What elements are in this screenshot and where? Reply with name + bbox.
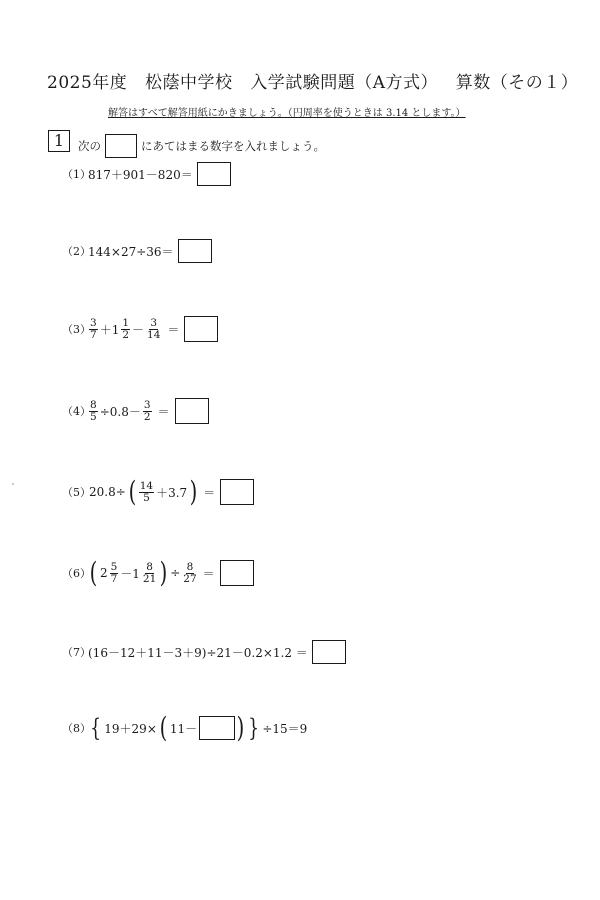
problem-1 xyxy=(62,162,231,186)
problem-8 xyxy=(62,711,308,744)
operator: ÷0.8－ xyxy=(99,404,141,419)
problem-label: （6） xyxy=(62,567,91,580)
title-subject: 算数（その１） xyxy=(455,73,579,93)
answer-box[interactable] xyxy=(178,239,212,263)
problem-expression xyxy=(88,556,216,589)
equals-sign: ＝ xyxy=(203,485,216,500)
answer-box[interactable] xyxy=(220,560,254,586)
problem-label: （7） xyxy=(62,646,91,659)
operator: ＋3.7 xyxy=(156,485,188,500)
problem-expression xyxy=(88,318,180,341)
operator: 11－ xyxy=(169,721,198,736)
problem-3 xyxy=(62,316,218,342)
operator: －1 xyxy=(120,566,140,581)
answer-box[interactable] xyxy=(220,479,254,505)
problem-5 xyxy=(62,475,254,508)
right-paren: ) xyxy=(159,556,168,589)
answer-box[interactable] xyxy=(312,640,346,664)
question-instruction xyxy=(78,134,325,158)
problem-4 xyxy=(62,398,209,424)
right-paren: ) xyxy=(236,711,245,744)
problem-label: （4） xyxy=(62,405,91,418)
operator: ÷ xyxy=(170,566,181,580)
equals-sign: ＝ xyxy=(167,322,180,337)
problem-label: （1） xyxy=(62,168,91,181)
fraction: $\frac{5}{7}$ xyxy=(110,560,118,585)
right-paren: ) xyxy=(189,475,198,508)
fraction: $\frac{8}{27}$ xyxy=(183,560,197,585)
problem-6 xyxy=(62,556,254,589)
answer-box[interactable] xyxy=(199,716,235,740)
title-year: 2025年度 xyxy=(47,73,128,93)
left-paren: ( xyxy=(89,556,98,589)
answer-box[interactable] xyxy=(184,316,218,342)
fraction: $\frac{8}{5}$ xyxy=(90,398,97,423)
left-brace: { xyxy=(90,714,101,742)
instruction-note: 解答はすべて解答用紙にかきましょう。（円周率を使うときは 3.14 とします。） xyxy=(108,108,466,119)
problem-7 xyxy=(62,640,346,664)
problem-expression: 144×27÷36＝ xyxy=(88,244,174,259)
answer-box[interactable] xyxy=(197,162,231,186)
problem-label: （5） xyxy=(62,486,91,499)
left-paren: ( xyxy=(128,475,137,508)
title-school: 松蔭中学校 xyxy=(144,73,233,93)
question-number: 1 xyxy=(48,130,70,152)
operator: ÷15＝9 xyxy=(262,721,308,736)
problem-expression: 817＋901－820＝ xyxy=(88,167,193,182)
operator: 20.8÷ xyxy=(89,485,126,499)
problem-label: （2） xyxy=(62,245,91,258)
fraction: $\frac{14}{5}$ xyxy=(139,479,154,504)
problem-label: （8） xyxy=(62,722,91,735)
problem-expression xyxy=(88,475,216,508)
operator: － xyxy=(132,322,145,337)
fraction: $\frac{3}{7}$ xyxy=(90,316,97,341)
fraction: $\frac{3}{2}$ xyxy=(143,398,151,423)
scan-speck xyxy=(12,483,14,485)
equals-sign: ＝ xyxy=(202,566,215,581)
whole-number: 2 xyxy=(99,566,108,580)
instruction-blank-box xyxy=(105,134,137,158)
instruction-before: 次の xyxy=(78,139,101,153)
fraction: $\frac{1}{2}$ xyxy=(122,316,130,341)
operator: 19＋29× xyxy=(104,721,157,736)
fraction: $\frac{3}{14}$ xyxy=(147,316,161,341)
right-brace: } xyxy=(248,714,260,742)
fraction: $\frac{8}{21}$ xyxy=(142,560,157,585)
page-title xyxy=(47,68,578,93)
problem-expression xyxy=(88,400,171,423)
problem-2 xyxy=(62,239,212,263)
operator: ＋1 xyxy=(99,322,120,337)
answer-box[interactable] xyxy=(175,398,209,424)
problem-expression xyxy=(88,711,308,744)
problem-expression: (16－12＋11－3＋9)÷21－0.2×1.2 ＝ xyxy=(88,645,308,660)
problem-label: （3） xyxy=(62,323,91,336)
equals-sign: ＝ xyxy=(157,404,170,419)
title-exam: 入学試験問題（A方式） xyxy=(250,73,438,93)
instruction-after: にあてはまる数字を入れましょう。 xyxy=(141,139,325,153)
left-paren: ( xyxy=(159,711,168,744)
